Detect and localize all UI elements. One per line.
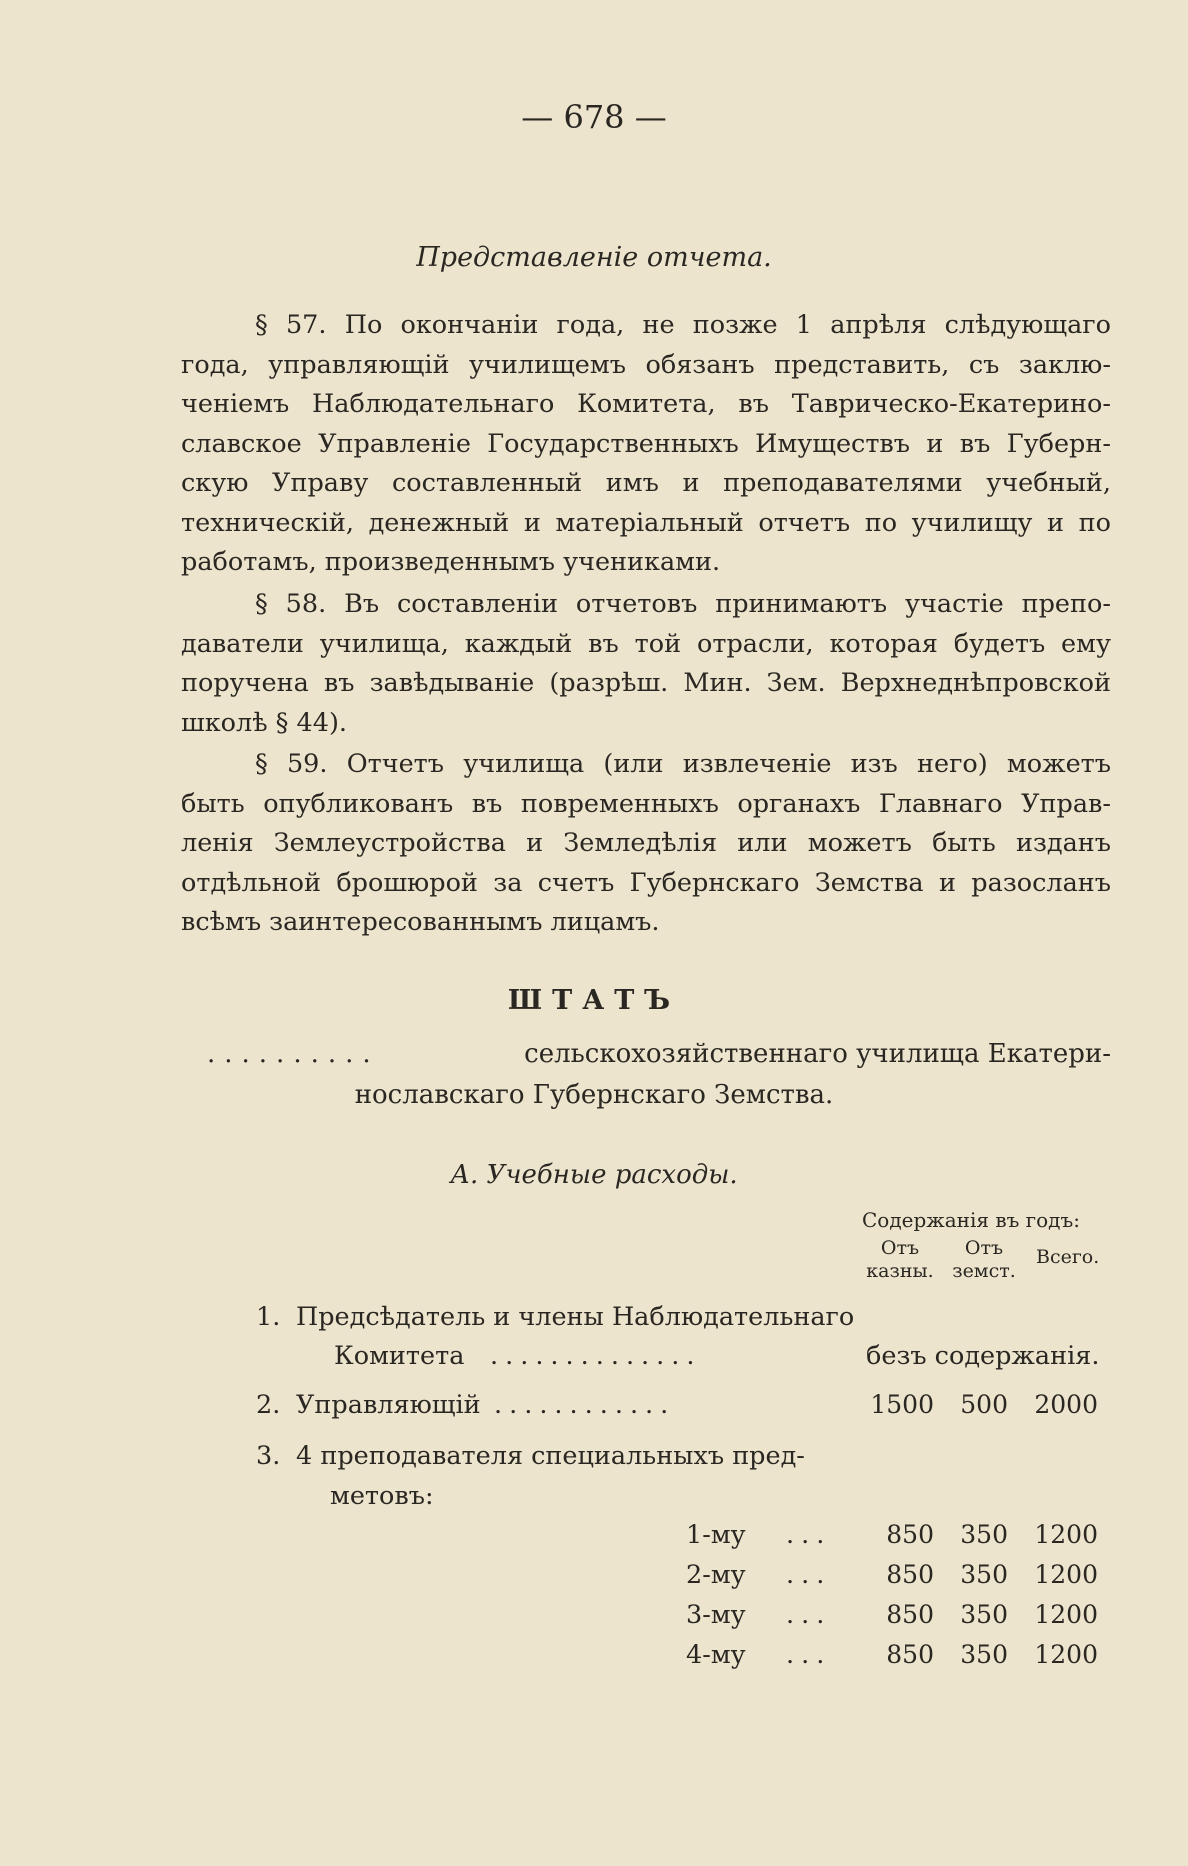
- col-header-total: Всего.: [1036, 1246, 1100, 1268]
- value-zemstvo: 500: [960, 1390, 1008, 1419]
- row-label: Предсѣдатель и члены Наблюдательнаго: [296, 1302, 855, 1332]
- text-line: работамъ, произведеннымъ учениками.: [181, 547, 721, 577]
- text-line: школѣ § 44).: [181, 707, 348, 738]
- staff-heading: ШТАТЪ: [507, 985, 681, 1016]
- value-zemstvo: 350: [960, 1640, 1008, 1669]
- subsection-title: А. Учебные расходы.: [450, 1160, 738, 1190]
- section-title: Представленіе отчета.: [416, 242, 772, 273]
- value-treasury: 850: [886, 1520, 934, 1549]
- text-line: года, управляющій училищемъ обязанъ представить, съ заклю-: [181, 349, 1111, 380]
- row-note: безъ содержанія.: [866, 1341, 1100, 1371]
- leader-dots: ..........: [207, 1039, 380, 1069]
- text-line: § 57. По окончаніи года, не позже 1 апрѣля слѣдующаго: [255, 310, 1111, 340]
- page-number: — 678 —: [521, 98, 667, 136]
- col-header-treasury: [862, 1237, 938, 1283]
- text-line: даватели училища, каждый въ той отрасли, которая будетъ ему: [181, 628, 1111, 659]
- value-total: 1200: [1034, 1560, 1098, 1589]
- value-total: 1200: [1034, 1640, 1098, 1669]
- text-line: техническій, денежный и матеріальный отчетъ по училищу и по: [181, 507, 1111, 538]
- text-line: поручена въ завѣдываніе (разрѣш. Мин. Зем. Верхнеднѣпровской: [181, 668, 1111, 698]
- subrow-label: 2-му: [686, 1560, 746, 1590]
- row-number: 2.: [256, 1390, 281, 1420]
- row-number: 3.: [256, 1441, 281, 1471]
- paragraph-58: [181, 585, 1111, 743]
- value-zemstvo: 350: [960, 1520, 1008, 1549]
- col-header-zemstvo-line1: Отъ: [964, 1237, 1004, 1259]
- text-line: славское Управленіе Государственныхъ Имуществъ и въ Губерн-: [181, 428, 1111, 459]
- paragraph-57: [181, 306, 1111, 583]
- text-line: § 58. Въ составленіи отчетовъ принимаютъ участіе препо-: [255, 589, 1111, 619]
- paragraph-59: [181, 745, 1111, 943]
- value-total: 1200: [1034, 1600, 1098, 1629]
- leader-dots: ............: [494, 1390, 676, 1420]
- subrow-label: 4-му: [686, 1640, 746, 1670]
- leader-dots: ...: [786, 1520, 832, 1550]
- text-line: отдѣльной брошюрой за счетъ Губернскаго Земства и разосланъ: [181, 867, 1111, 898]
- row-label-cont: Комитета: [334, 1341, 465, 1371]
- row-label: Управляющій: [296, 1390, 481, 1420]
- value-treasury: 850: [886, 1640, 934, 1669]
- value-treasury: 850: [886, 1600, 934, 1629]
- text-line: быть опубликованъ въ повременныхъ органахъ Главнаго Управ-: [181, 788, 1111, 819]
- subtitle-line-2: нославскаго Губернскаго Земства.: [354, 1080, 834, 1110]
- subrow-label: 3-му: [686, 1600, 746, 1630]
- row-number: 1.: [256, 1302, 281, 1332]
- col-header-zemstvo: [946, 1237, 1022, 1283]
- leader-dots: ..............: [490, 1341, 702, 1371]
- row-label-cont: метовъ:: [330, 1481, 434, 1511]
- subtitle-text: сельскохозяйственнаго училища Екатери-: [524, 1039, 1111, 1069]
- text-line: § 59. Отчетъ училища (или извлеченіе изъ него) можетъ: [255, 749, 1111, 779]
- value-treasury: 1500: [870, 1390, 934, 1419]
- col-header-zemstvo-line2: земст.: [952, 1260, 1016, 1282]
- subrow-label: 1-му: [686, 1520, 746, 1550]
- text-line: ленія Землеустройства и Земледѣлія или можетъ быть изданъ: [181, 828, 1111, 858]
- text-line: ченіемъ Наблюдательнаго Комитета, въ Таврическо-Екатерино-: [181, 389, 1111, 419]
- table-header-title: Содержанія въ годъ:: [862, 1208, 1080, 1232]
- row-label: 4 преподавателя специальныхъ пред-: [296, 1441, 805, 1471]
- value-zemstvo: 350: [960, 1560, 1008, 1589]
- value-total: 1200: [1034, 1520, 1098, 1549]
- text-line: всѣмъ заинтересованнымъ лицамъ.: [181, 907, 660, 937]
- leader-dots: ...: [786, 1640, 832, 1670]
- col-header-treasury-line1: Отъ: [880, 1237, 920, 1259]
- text-line: скую Управу составленный имъ и преподавателями учебный,: [181, 468, 1111, 498]
- col-header-treasury-line2: казны.: [866, 1260, 934, 1282]
- leader-dots: ...: [786, 1560, 832, 1590]
- value-zemstvo: 350: [960, 1600, 1008, 1629]
- value-total: 2000: [1034, 1390, 1098, 1419]
- leader-dots: ...: [786, 1600, 832, 1630]
- subtitle-line-1: [207, 1039, 1111, 1069]
- value-treasury: 850: [886, 1560, 934, 1589]
